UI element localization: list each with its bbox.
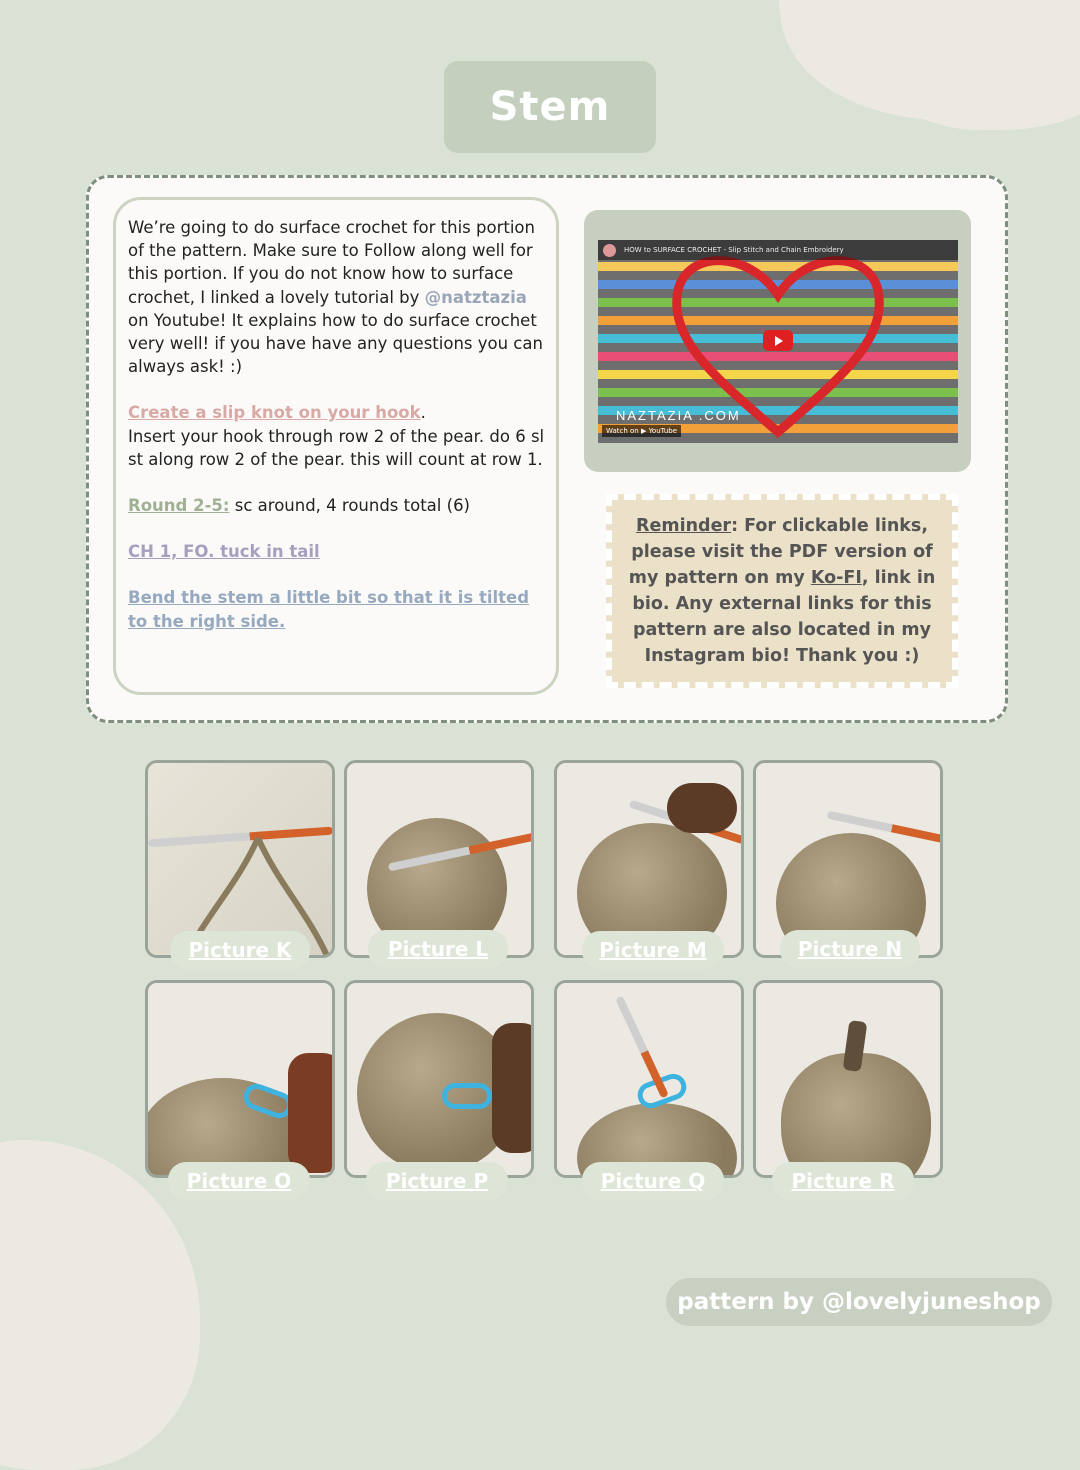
picture-label-q[interactable]: Picture Q	[582, 1162, 724, 1200]
photo-o	[145, 980, 335, 1178]
picture-label-r[interactable]: Picture R	[772, 1162, 914, 1200]
yarn-strands	[148, 763, 335, 958]
intro-paragraph	[128, 216, 546, 378]
step-round	[128, 494, 546, 517]
channel-avatar-icon	[603, 244, 616, 257]
kofi-link[interactable]: Ko-FI	[810, 568, 862, 588]
slip-knot-link[interactable]: Create a slip knot on your hook	[128, 403, 421, 423]
round-link[interactable]: Round 2-5:	[128, 496, 230, 516]
video-embed-box	[584, 210, 971, 472]
picture-label-n[interactable]: Picture N	[780, 930, 920, 968]
intro-text-end: on Youtube! It explains how to do surface crochet very well! if you have have any questions you can always ask! :)	[128, 310, 543, 377]
watch-on-youtube[interactable]: Watch on ▶ YouTube	[602, 425, 681, 437]
photo-m	[554, 760, 744, 958]
intro-text: We’re going to do surface crochet for this portion of the pattern. Make sure to Follow along well for this portion. If you do not know how to surface crochet, I linked a lovely tutorial by	[128, 218, 535, 307]
play-icon[interactable]	[763, 330, 793, 351]
step-round-text: sc around, 4 rounds total (6)	[229, 496, 470, 516]
reminder-text	[628, 513, 936, 669]
bend-stem-link[interactable]: Bend the stem a little bit so that it is tilted to the right side.	[128, 588, 530, 631]
stitch-marker-icon	[442, 1083, 492, 1109]
step-fasten-off	[128, 540, 546, 563]
video-thumbnail[interactable]	[598, 240, 958, 443]
pear-body	[781, 1053, 931, 1178]
step-dot: .	[420, 403, 426, 423]
section-title-box	[444, 61, 656, 153]
reminder-text-1: : For clickable links, please visit the PDF version of my pattern on my	[628, 516, 933, 588]
instructions-card	[113, 197, 559, 695]
hand	[667, 783, 737, 833]
natztazia-link[interactable]: @natztazia	[424, 287, 527, 307]
picture-label-m[interactable]: Picture M	[582, 931, 724, 969]
step-bend	[128, 586, 546, 632]
video-brand-text: NAZTAZIA .COM	[616, 408, 741, 423]
picture-label-o[interactable]: Picture O	[168, 1162, 310, 1200]
photo-q	[554, 980, 744, 1178]
page-title: Stem	[489, 84, 611, 130]
fasten-off-link[interactable]: CH 1, FO. tuck in tail	[128, 542, 320, 562]
footer-credit[interactable]: pattern by @lovelyjuneshop	[666, 1278, 1052, 1326]
photo-k	[145, 760, 335, 958]
picture-label-p[interactable]: Picture P	[366, 1162, 508, 1200]
picture-label-l[interactable]: Picture L	[368, 930, 508, 968]
hand	[288, 1053, 335, 1173]
step-slip-knot	[128, 401, 546, 471]
hand	[492, 1023, 534, 1153]
step-slip-knot-text: Insert your hook through row 2 of the pear. do 6 sl st along row 2 of the pear. this will count at row 1.	[128, 426, 545, 469]
reminder-text-2: , link in bio. Any external links for this pattern are also located in my Instagram bio! Thank you :)	[632, 568, 936, 666]
photo-l	[344, 760, 534, 958]
video-title-bar	[598, 240, 958, 260]
photo-r	[753, 980, 943, 1178]
reminder-box	[606, 494, 958, 688]
reminder-label: Reminder	[636, 516, 732, 536]
picture-label-k[interactable]: Picture K	[170, 931, 310, 969]
video-title: HOW to SURFACE CROCHET - Slip Stitch and Chain Embroidery	[624, 246, 844, 254]
photo-p	[344, 980, 534, 1178]
photo-n	[753, 760, 943, 958]
